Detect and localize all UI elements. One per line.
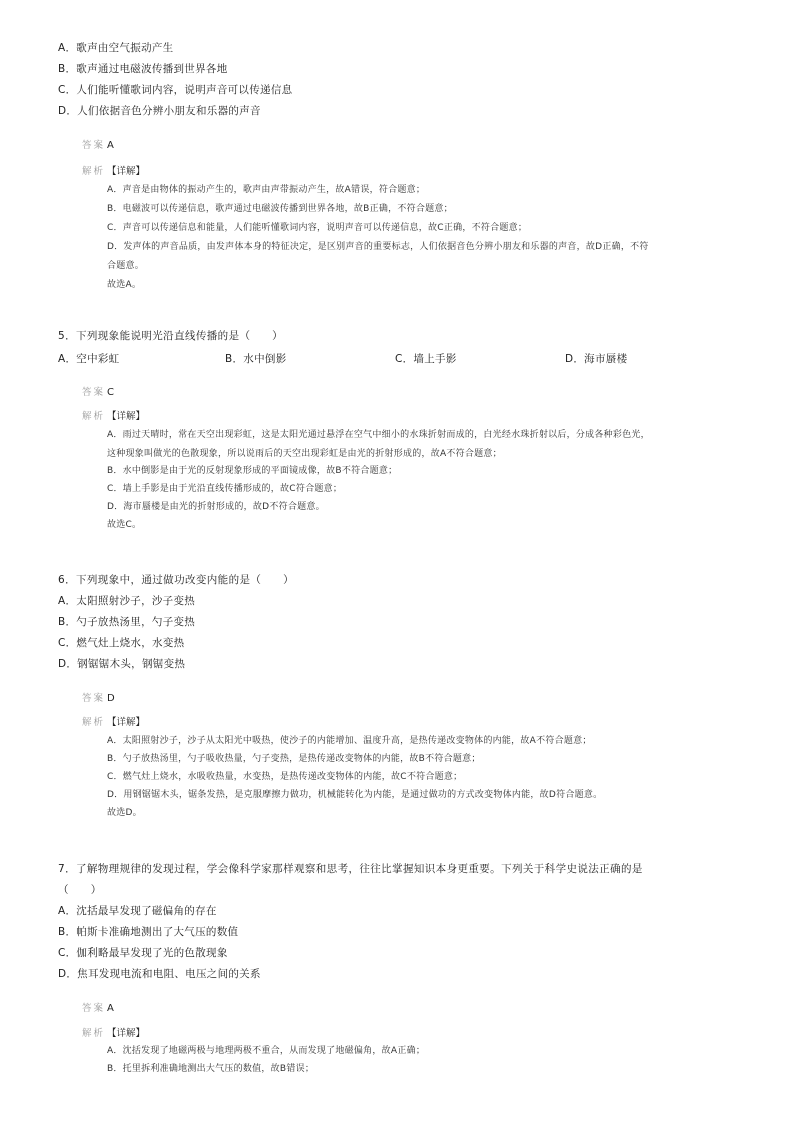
answer-value: C	[107, 387, 114, 398]
question-stem: 6．下列现象中，通过做功改变内能的是（ ）	[58, 574, 294, 586]
analysis-label: 解析	[82, 411, 106, 422]
analysis-label: 解析	[82, 1028, 106, 1039]
detail-tag: 【详解】	[107, 166, 146, 177]
answer-label: 答案	[82, 140, 106, 151]
answer-label: 答案	[82, 387, 106, 398]
explanation-line: A．雨过天晴时，常在天空出现彩虹，这是太阳光通过悬浮在空气中细小的水珠折射而成的，白光经水珠折射以后，分成各种彩色光，	[107, 430, 650, 440]
analysis-label: 解析	[82, 166, 106, 177]
question-stem: 7．了解物理规律的发现过程，学会像科学家那样观察和思考，往往比掌握知识本身更重要。下列关于科学史说法正确的是	[58, 863, 643, 875]
explanation-line: 这种现象叫做光的色散现象，所以说雨后的天空出现彩虹是由光的折射形成的，故A不符合题意；	[107, 449, 502, 459]
explanation-line: D．用钢锯锯木头，锯条发热，是克服摩擦力做功，机械能转化为内能，是通过做功的方式改变物体内能，故D符合题意。	[107, 790, 603, 800]
answer-label: 答案	[82, 1003, 106, 1014]
explanation-line: B．托里拆利准确地测出大气压的数值，故B错误；	[107, 1064, 315, 1074]
answer-value: A	[107, 1003, 114, 1014]
option-b: B．帕斯卡准确地测出了大气压的数值	[58, 926, 239, 938]
explanation-line: A．沈括发现了地磁两极与地理两极不重合，从而发现了地磁偏角，故A正确；	[107, 1046, 426, 1056]
answer-value: A	[107, 140, 114, 151]
option-b: B．歌声通过电磁波传播到世界各地	[58, 63, 228, 75]
detail-tag: 【详解】	[107, 411, 146, 422]
analysis-label: 解析	[82, 717, 106, 728]
explanation-line: B．电磁波可以传递信息，歌声通过电磁波传播到世界各地，故B正确，不符合题意；	[107, 204, 453, 214]
option-d: D．焦耳发现电流和电阻、电压之间的关系	[58, 968, 261, 980]
explanation-line: C．声音可以传递信息和能量，人们能听懂歌词内容，说明声音可以传递信息，故C正确，不符合题意；	[107, 223, 528, 233]
option-a: A．歌声由空气振动产生	[58, 42, 174, 54]
option-b: B．勺子放热汤里，勺子变热	[58, 616, 196, 628]
explanation-line: D．海市蜃楼是由光的折射形成的，故D不符合题意。	[107, 502, 325, 512]
answer-label: 答案	[82, 693, 106, 704]
explanation-line: 故选C。	[107, 520, 142, 530]
explanation-line: C．燃气灶上烧水，水吸收热量，水变热，是热传递改变物体的内能，故C不符合题意；	[107, 772, 463, 782]
explanation-line: A．声音是由物体的振动产生的，歌声由声带振动产生，故A错误，符合题意；	[107, 185, 426, 195]
explanation-line: C．墙上手影是由于光沿直线传播形成的，故C符合题意；	[107, 484, 343, 494]
option-c: C．燃气灶上烧水，水变热	[58, 637, 185, 649]
explanation-line: B．水中倒影是由于光的反射现象形成的平面镜成像，故B不符合题意；	[107, 466, 398, 476]
explanation-line: 合题意。	[107, 261, 145, 271]
detail-tag: 【详解】	[107, 1028, 146, 1039]
option-c: C．人们能听懂歌词内容，说明声音可以传递信息	[58, 84, 293, 96]
option-c: C．伽利略最早发现了光的色散现象	[58, 947, 228, 959]
option-c: C．墙上手影	[395, 353, 457, 365]
detail-tag: 【详解】	[107, 717, 146, 728]
option-d: D．人们依据音色分辨小朋友和乐器的声音	[58, 105, 261, 117]
option-d: D．海市蜃楼	[565, 353, 628, 365]
explanation-line: A．太阳照射沙子，沙子从太阳光中吸热，使沙子的内能增加、温度升高，是热传递改变物体的内能，故A不符合题意；	[107, 736, 592, 746]
explanation-line: 故选A。	[107, 280, 142, 290]
option-a: A．沈括最早发现了磁偏角的存在	[58, 905, 217, 917]
option-a: A．太阳照射沙子，沙子变热	[58, 595, 196, 607]
explanation-line: B．勺子放热汤里，勺子吸收热量，勺子变热，是热传递改变物体的内能，故B不符合题意；	[107, 754, 481, 764]
question-stem: 5．下列现象能说明光沿直线传播的是（ ）	[58, 330, 284, 342]
option-a: A．空中彩虹	[58, 353, 120, 365]
option-d: D．钢锯锯木头，钢锯变热	[58, 658, 186, 670]
question-stem-continued: （ ）	[58, 884, 102, 896]
answer-value: D	[107, 693, 115, 704]
option-b: B．水中倒影	[225, 353, 287, 365]
explanation-line: D．发声体的声音品质，由发声体本身的特征决定，是区别声音的重要标志，人们依据音色分辨小朋友和乐器的声音，故D正确，不符	[107, 242, 649, 252]
explanation-line: 故选D。	[107, 808, 142, 818]
